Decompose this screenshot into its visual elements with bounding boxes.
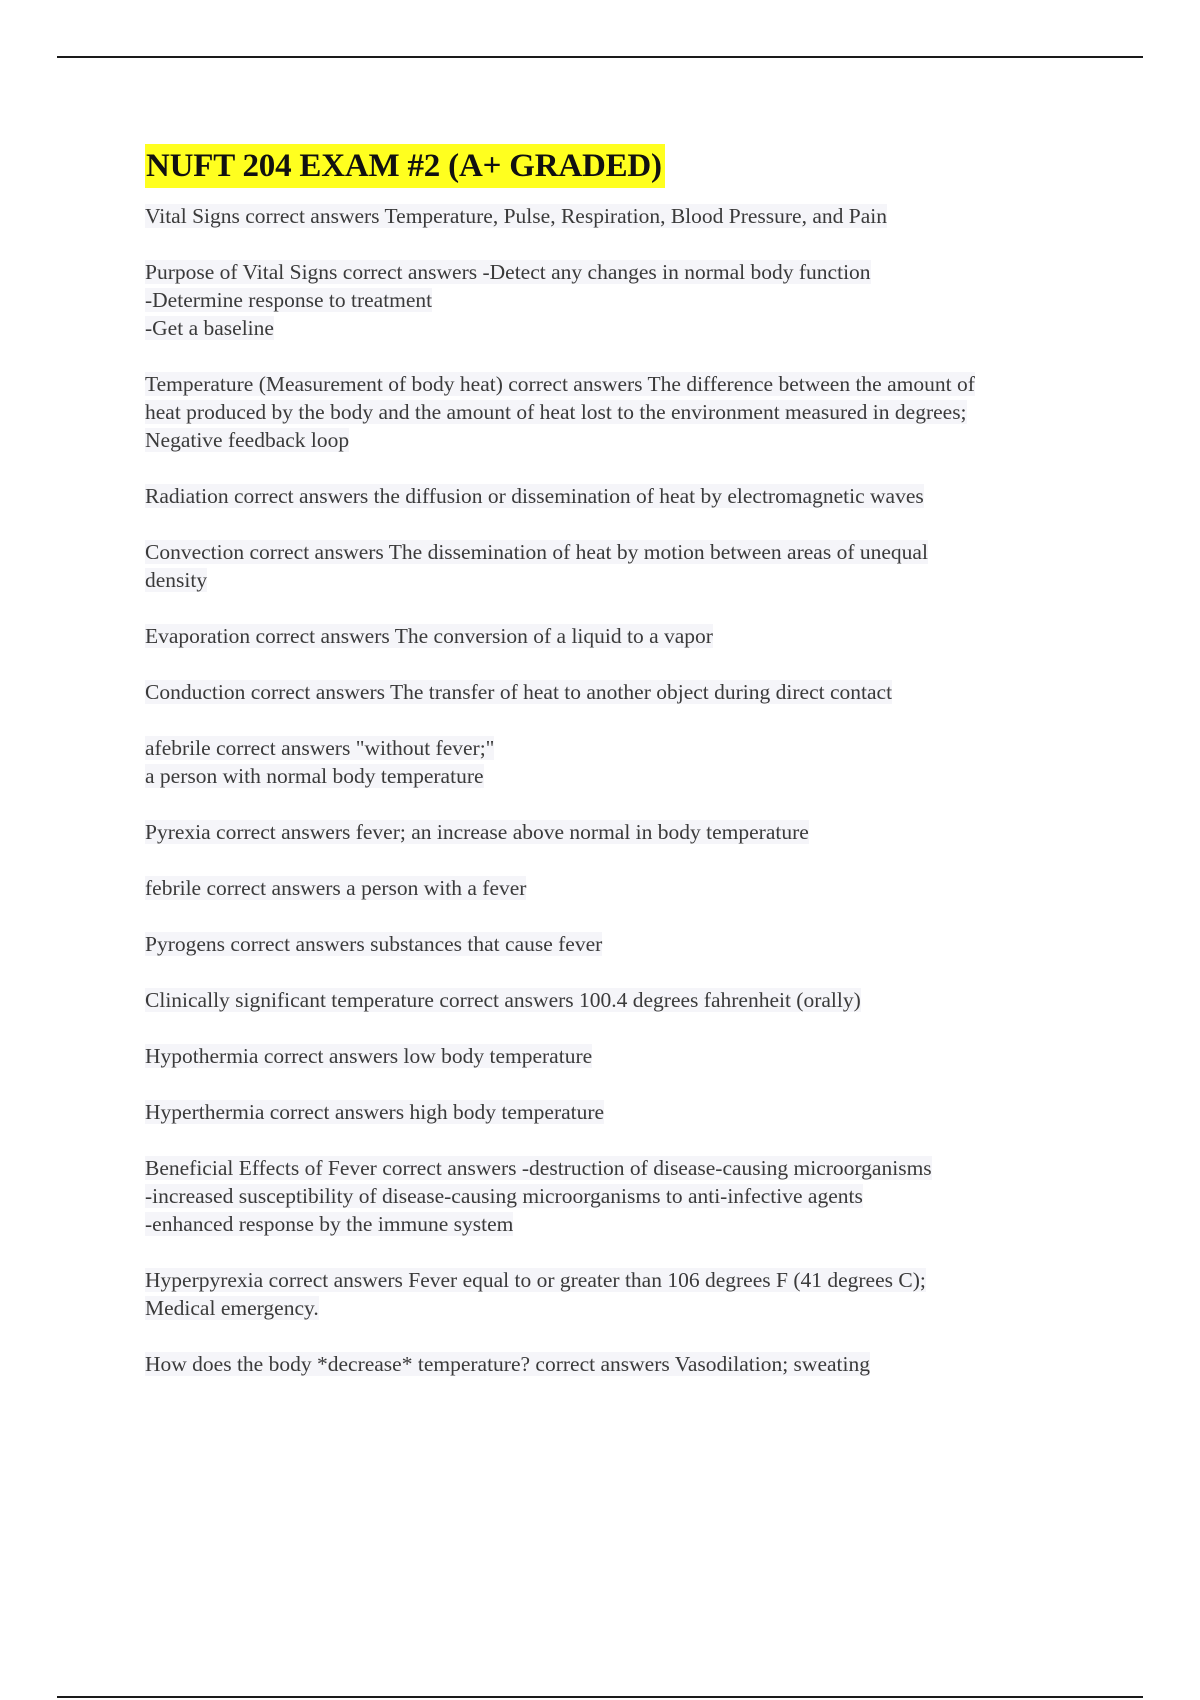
entry-line xyxy=(145,734,1095,762)
entry-line xyxy=(145,762,1095,790)
entry-line-text: -increased susceptibility of disease-causing microorganisms to anti-infective agents xyxy=(145,1184,863,1208)
entry-line xyxy=(145,818,1095,846)
entry-line-text: How does the body *decrease* temperature? correct answers Vasodilation; sweating xyxy=(145,1352,870,1376)
flashcard-entry xyxy=(145,1098,1095,1126)
entry-line xyxy=(145,1154,1095,1182)
entry-line-text: febrile correct answers a person with a fever xyxy=(145,876,527,900)
entry-line-text: Vital Signs correct answers Temperature, Pulse, Respiration, Blood Pressure, and Pain xyxy=(145,204,887,228)
entry-line-text: Medical emergency. xyxy=(145,1296,319,1320)
document-title: NUFT 204 EXAM #2 (A+ GRADED) xyxy=(145,144,665,188)
entry-line-text: heat produced by the body and the amount of heat lost to the environment measured in degrees; xyxy=(145,400,967,424)
flashcard-entry xyxy=(145,818,1095,846)
entry-line-text: Hyperthermia correct answers high body temperature xyxy=(145,1100,605,1124)
entry-line xyxy=(145,370,1095,398)
flashcard-entry xyxy=(145,1350,1095,1378)
flashcard-entry xyxy=(145,930,1095,958)
entry-line xyxy=(145,286,1095,314)
entry-line xyxy=(145,538,1095,566)
entry-line-text: Purpose of Vital Signs correct answers -Detect any changes in normal body function xyxy=(145,260,871,284)
entry-line-text: Pyrogens correct answers substances that cause fever xyxy=(145,932,603,956)
flashcard-entry xyxy=(145,678,1095,706)
entry-line xyxy=(145,1294,1095,1322)
entry-line-text: density xyxy=(145,568,208,592)
entry-line-text: Conduction correct answers The transfer of heat to another object during direct contact xyxy=(145,680,893,704)
flashcard-entry xyxy=(145,482,1095,510)
entry-line-text: Evaporation correct answers The conversion of a liquid to a vapor xyxy=(145,624,713,648)
entry-line-text: Convection correct answers The dissemination of heat by motion between areas of unequal xyxy=(145,540,928,564)
entry-line xyxy=(145,258,1095,286)
entry-line xyxy=(145,566,1095,594)
entry-line-text: -Determine response to treatment xyxy=(145,288,433,312)
flashcard-entry xyxy=(145,202,1095,230)
entry-line xyxy=(145,202,1095,230)
entry-line-text: Negative feedback loop xyxy=(145,428,350,452)
flashcard-entry xyxy=(145,622,1095,650)
entry-line xyxy=(145,426,1095,454)
entry-line xyxy=(145,314,1095,342)
flashcard-entry xyxy=(145,986,1095,1014)
entry-line xyxy=(145,398,1095,426)
entry-line xyxy=(145,1182,1095,1210)
entry-line xyxy=(145,678,1095,706)
document-body xyxy=(145,144,1095,1406)
flashcard-entry xyxy=(145,538,1095,594)
entry-line-text: a person with normal body temperature xyxy=(145,764,484,788)
flashcard-entry xyxy=(145,258,1095,342)
entry-list xyxy=(145,202,1095,1378)
entry-line xyxy=(145,930,1095,958)
entry-line-text: afebrile correct answers "without fever;" xyxy=(145,736,495,760)
entry-line-text: Beneficial Effects of Fever correct answers -destruction of disease-causing microorganisms xyxy=(145,1156,932,1180)
flashcard-entry xyxy=(145,734,1095,790)
flashcard-entry xyxy=(145,874,1095,902)
entry-line-text: Hypothermia correct answers low body temperature xyxy=(145,1044,593,1068)
entry-line xyxy=(145,986,1095,1014)
page-top-rule xyxy=(57,56,1143,58)
flashcard-entry xyxy=(145,1154,1095,1238)
entry-line-text: -enhanced response by the immune system xyxy=(145,1212,514,1236)
entry-line-text: -Get a baseline xyxy=(145,316,274,340)
page-bottom-rule xyxy=(57,1696,1143,1698)
entry-line-text: Radiation correct answers the diffusion or dissemination of heat by electromagnetic waves xyxy=(145,484,924,508)
entry-line xyxy=(145,874,1095,902)
entry-line xyxy=(145,482,1095,510)
entry-line-text: Clinically significant temperature correct answers 100.4 degrees fahrenheit (orally) xyxy=(145,988,861,1012)
entry-line xyxy=(145,1098,1095,1126)
entry-line xyxy=(145,1266,1095,1294)
entry-line xyxy=(145,622,1095,650)
entry-line xyxy=(145,1042,1095,1070)
entry-line xyxy=(145,1350,1095,1378)
entry-line xyxy=(145,1210,1095,1238)
entry-line-text: Hyperpyrexia correct answers Fever equal to or greater than 106 degrees F (41 degrees C); xyxy=(145,1268,926,1292)
flashcard-entry xyxy=(145,370,1095,454)
flashcard-entry xyxy=(145,1266,1095,1322)
flashcard-entry xyxy=(145,1042,1095,1070)
entry-line-text: Temperature (Measurement of body heat) correct answers The difference between the amount of xyxy=(145,372,975,396)
entry-line-text: Pyrexia correct answers fever; an increase above normal in body temperature xyxy=(145,820,809,844)
